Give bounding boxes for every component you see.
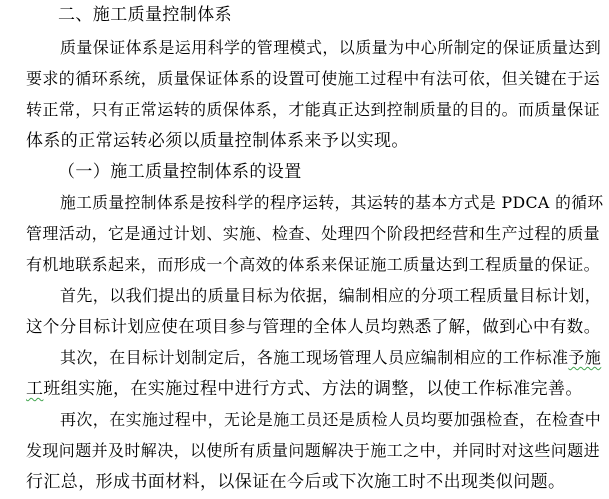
paragraph-line: 施工质量控制体系是按科学的程序运转，其运转的基本方式是 PDCA 的循环 [60, 193, 604, 212]
paragraph-line [26, 378, 583, 400]
section-heading: 二、施工质量控制体系 [58, 5, 232, 25]
text-run: 班组实施，在实施过程中进行方式、方法的调整，以使工作标准完善。 [43, 379, 583, 399]
paragraph-line: 这个分目标计划应使在项目参与管理的全体人员均熟悉了解，做到心中有数。 [26, 317, 601, 336]
text-run: 其次，在目标计划制定后，各施工现场管理人员应编制相应的工作标准 [60, 348, 569, 367]
spellcheck-marked-text: 予施 [568, 348, 602, 367]
paragraph-line: 发现问题并及时解决，以使所有质量问题解决于施工之中，并同时对这些问题进 [26, 441, 601, 460]
paragraph-line: 要求的循环系统，质量保证体系的设置可使施工过程中有法可依，但关键在于运 [26, 69, 601, 88]
paragraph-line: 有机地联系起来，而形成一个高效的体系来保证施工质量达到工程质量的保证。 [26, 255, 601, 274]
paragraph-line: 转正常，只有正常运转的质保体系，才能真正达到控制质量的目的。而质量保证 [26, 100, 601, 119]
spellcheck-marked-text: 工 [26, 379, 44, 399]
paragraph-line: 行汇总，形成书面材料，以保证在今后或下次施工时不出现类似问题。 [26, 472, 566, 492]
subsection-heading: （一）施工质量控制体系的设置 [58, 162, 302, 182]
paragraph-line: 质量保证体系是运用科学的管理模式，以质量为中心所制定的保证质量达到 [60, 38, 602, 57]
paragraph-line: 首先，以我们提出的质量目标为依据，编制相应的分项工程质量目标计划， [60, 286, 602, 305]
paragraph-line: 再次，在实施过程中，无论是施工员还是质检人员均要加强检查，在检查中 [60, 410, 602, 429]
paragraph-line: 体系的正常运转必须以质量控制体系来予以实现。 [26, 131, 409, 151]
paragraph-line [60, 347, 601, 369]
paragraph-line: 管理活动，它是通过计划、实施、检查、处理四个阶段把经营和生产过程的质量 [26, 224, 601, 243]
